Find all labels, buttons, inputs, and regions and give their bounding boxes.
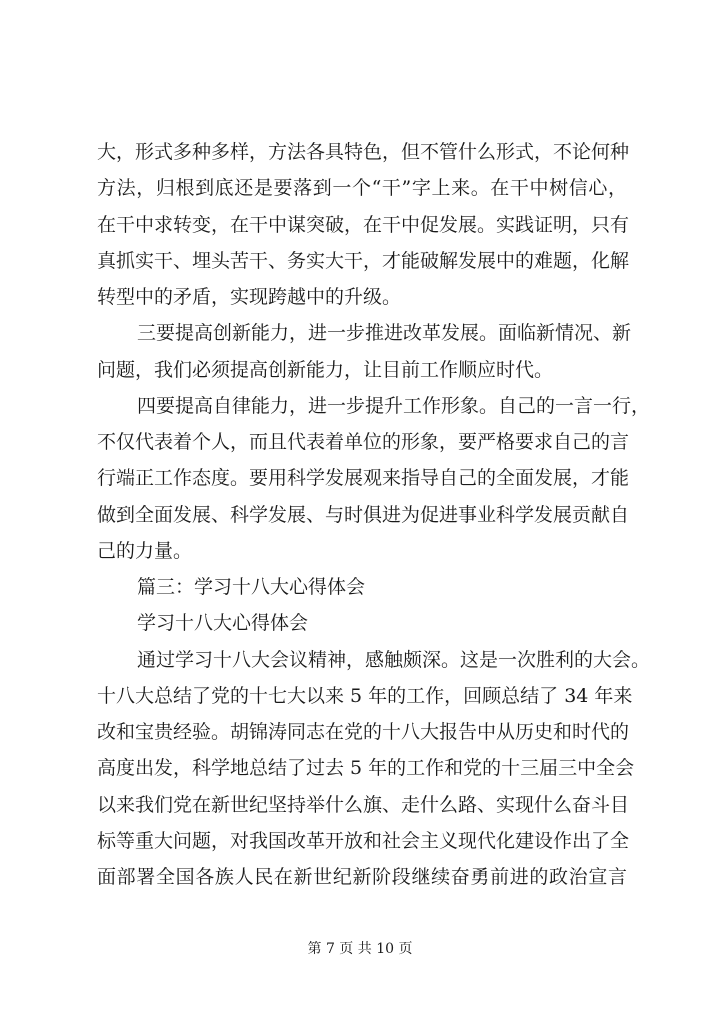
article-title: 学习十八大心得体会 <box>137 612 309 635</box>
text-line: 方法，归根到底还是要落到一个“干”字上来。在干中树信心， <box>97 177 627 200</box>
text-line: 改和宝贵经验。胡锦涛同志在党的十八大报告中从历史和时代的 <box>97 721 630 743</box>
text-line: 不仅代表着个人，而且代表着单位的形象，要严格要求自己的言 <box>97 431 630 453</box>
text-line: 通过学习十八大会议精神，感触颇深。这是一次胜利的大会。 <box>137 648 651 671</box>
text-line: 十八大总结了党的十七大以来 5 年的工作，回顾总结了 34 年来 <box>97 684 633 707</box>
section-heading: 篇三：学习十八大心得体会 <box>137 576 366 598</box>
text-line: 问题，我们必须提高创新能力，让目前工作顺应时代。 <box>97 358 554 381</box>
text-line: 在干中求转变，在干中谋突破，在干中促发展。实践证明，只有 <box>97 213 630 236</box>
text-line: 做到全面发展、科学发展、与时俱进为促进事业科学发展贡献自 <box>97 503 630 526</box>
text-line: 四要提高自律能力，进一步提升工作形象。自己的一言一行， <box>137 394 651 417</box>
text-line: 己的力量。 <box>97 539 193 562</box>
text-line: 真抓实干、埋头苦干、务实大干，才能破解发展中的难题，化解 <box>97 249 630 272</box>
text-line: 三要提高创新能力，进一步推进改革发展。面临新情况、新 <box>137 322 632 345</box>
text-line: 转型中的矛盾，实现跨越中的升级。 <box>97 286 402 308</box>
page-number: 第 7 页 共 10 页 <box>307 941 413 957</box>
text-line: 大，形式多种多样，方法各具特色，但不管什么形式，不论何种 <box>97 141 630 163</box>
text-line: 标等重大问题，对我国改革开放和社会主义现代化建设作出了全 <box>97 829 630 852</box>
text-line: 行端正工作态度。要用科学发展观来指导自己的全面发展，才能 <box>97 467 630 490</box>
text-line: 面部署全国各族人民在新世纪新阶段继续奋勇前进的政治宣言 <box>97 866 627 888</box>
text-line: 高度出发，科学地总结了过去 5 年的工作和党的十三届三中全会 <box>97 757 635 780</box>
document-body <box>97 134 651 895</box>
text-line: 以来我们党在新世纪坚持举什么旗、走什么路、实现什么奋斗目 <box>97 793 630 816</box>
